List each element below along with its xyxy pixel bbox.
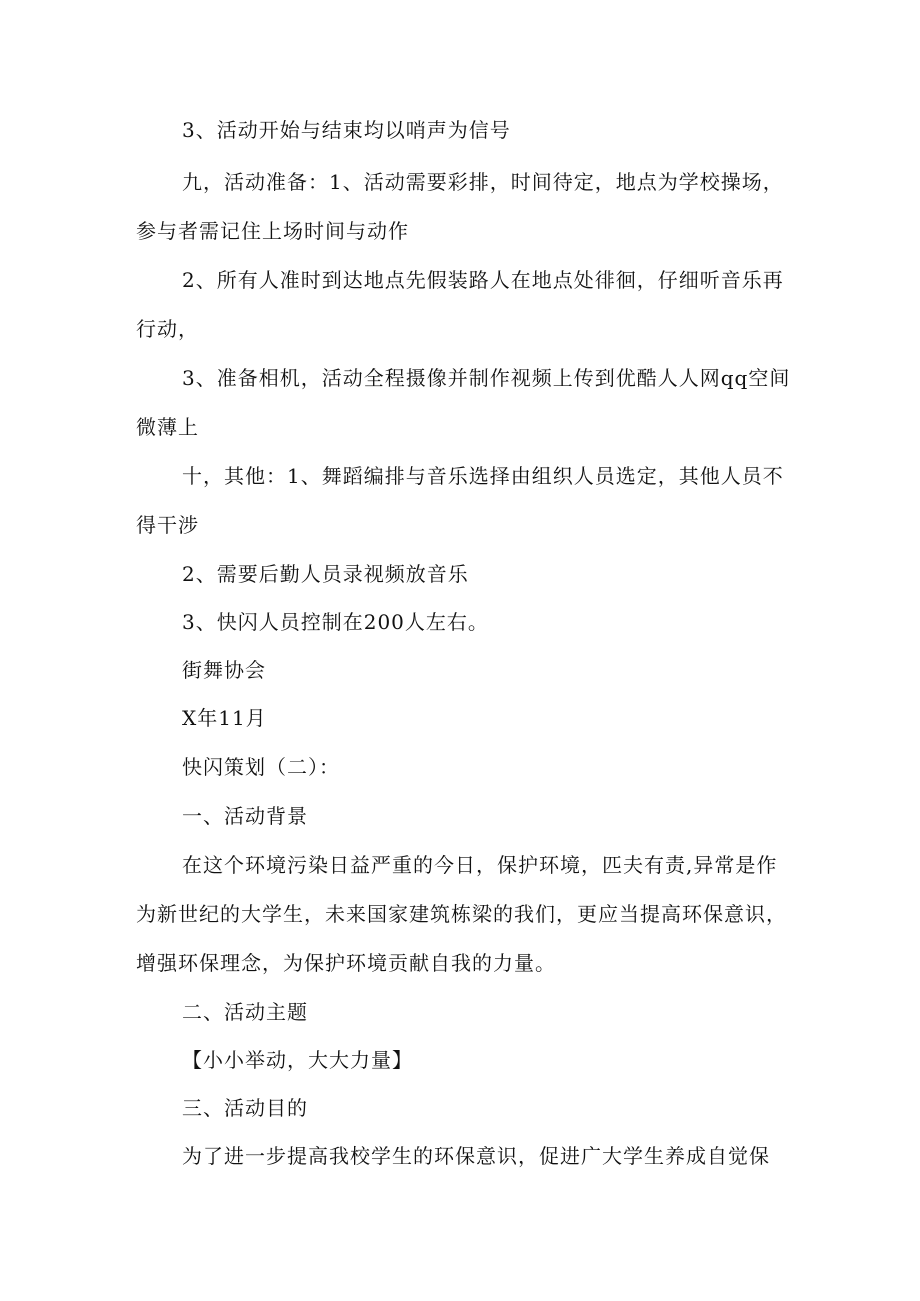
text-line: 3、快闪人员控制在200人左右。 xyxy=(182,610,489,634)
text-line: 行动， xyxy=(136,317,199,341)
text-line: 3、准备相机，活动全程摄像并制作视频上传到优酷人人网qq空间 xyxy=(182,366,791,390)
text-line: 2、需要后勤人员录视频放音乐 xyxy=(182,562,469,586)
text-line: 十，其他：1、舞蹈编排与音乐选择由组织人员选定，其他人员不 xyxy=(182,464,784,488)
text-line: 【小小举动，大大力量】 xyxy=(182,1048,413,1072)
text-line: 九，活动准备：1、活动需要彩排，时间待定，地点为学校操场， xyxy=(182,170,784,194)
text-line: 二、活动主题 xyxy=(182,1000,308,1024)
text-line: 在这个环境污染日益严重的今日，保护环境，匹夫有责,异常是作 xyxy=(182,853,778,877)
text-line: 参与者需记住上场时间与动作 xyxy=(136,219,409,243)
text-line: X年11月 xyxy=(182,706,267,730)
text-line: 三、活动目的 xyxy=(182,1096,308,1120)
text-line: 为新世纪的大学生，未来国家建筑栋梁的我们，更应当提高环保意识， xyxy=(136,902,787,926)
text-line: 3、活动开始与结束均以哨声为信号 xyxy=(182,118,511,142)
text-line: 增强环保理念，为保护环境贡献自我的力量。 xyxy=(136,951,556,975)
text-line: 一、活动背景 xyxy=(182,804,308,828)
text-line: 2、所有人准时到达地点先假装路人在地点处徘徊，仔细听音乐再 xyxy=(182,268,784,292)
text-line: 快闪策划（二）： xyxy=(182,755,340,779)
text-line: 为了进一步提高我校学生的环保意识，促进广大学生养成自觉保 xyxy=(182,1144,770,1168)
text-line: 微薄上 xyxy=(136,415,199,439)
text-line: 得干涉 xyxy=(136,513,199,537)
text-line: 街舞协会 xyxy=(182,658,266,682)
